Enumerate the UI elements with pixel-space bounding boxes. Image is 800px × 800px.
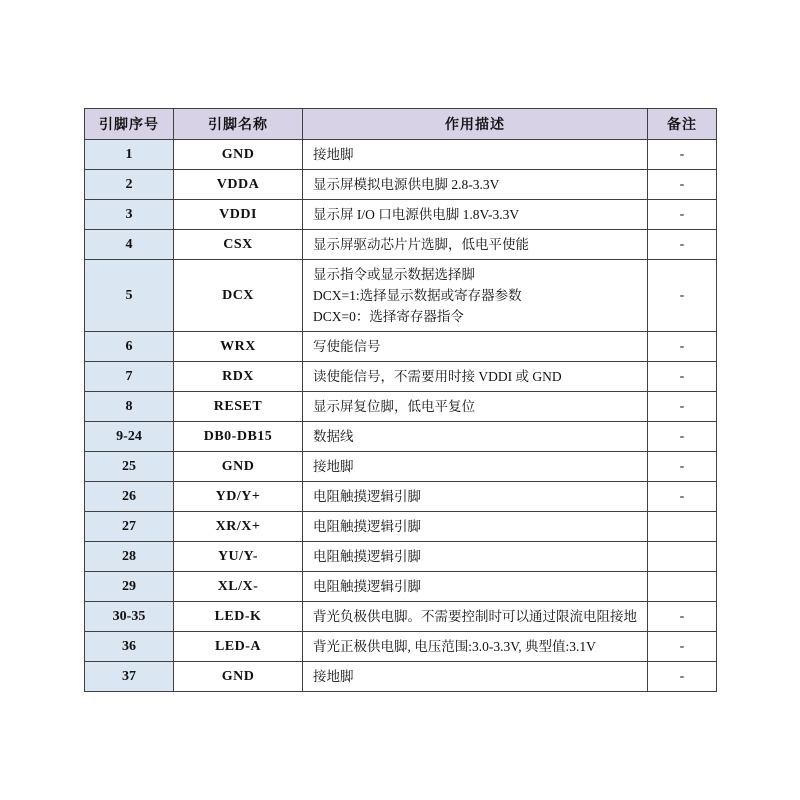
description-line: 接地脚	[313, 669, 354, 684]
pin-name-cell: YD/Y+	[174, 482, 303, 512]
datasheet-page	[84, 108, 717, 692]
description-line: 电阻触摸逻辑引脚	[313, 579, 421, 594]
table-row	[85, 422, 717, 452]
pin-name-cell: WRX	[174, 332, 303, 362]
remark-cell: -	[648, 662, 717, 692]
description-line: 显示屏驱动芯片片选脚，低电平使能	[313, 237, 529, 252]
pin-number-cell: 9-24	[85, 422, 174, 452]
pin-description-cell	[303, 362, 648, 392]
pin-number-cell: 28	[85, 542, 174, 572]
remark-cell	[648, 512, 717, 542]
pin-number-cell: 3	[85, 200, 174, 230]
pin-description-cell	[303, 602, 648, 632]
pin-name-cell: DB0-DB15	[174, 422, 303, 452]
pin-description-cell	[303, 200, 648, 230]
table-row	[85, 332, 717, 362]
pin-number-cell: 6	[85, 332, 174, 362]
description-line: 显示屏 I/O 口电源供电脚 1.8V-3.3V	[313, 207, 520, 222]
remark-cell: -	[648, 230, 717, 260]
pin-name-cell: VDDI	[174, 200, 303, 230]
pin-number-cell: 5	[85, 260, 174, 332]
description-line: 电阻触摸逻辑引脚	[313, 519, 421, 534]
pin-description-cell	[303, 452, 648, 482]
pin-number-cell: 1	[85, 140, 174, 170]
pin-number-cell: 7	[85, 362, 174, 392]
table-row	[85, 230, 717, 260]
table-row	[85, 602, 717, 632]
description-line: 接地脚	[313, 147, 354, 162]
pin-name-cell: GND	[174, 452, 303, 482]
pin-description-cell	[303, 572, 648, 602]
pin-number-cell: 27	[85, 512, 174, 542]
pin-description-cell	[303, 512, 648, 542]
col-header-pin-name: 引脚名称	[174, 109, 303, 140]
pin-description-cell	[303, 332, 648, 362]
pin-name-cell: VDDA	[174, 170, 303, 200]
pin-name-cell: GND	[174, 662, 303, 692]
table-row	[85, 482, 717, 512]
pin-name-cell: RDX	[174, 362, 303, 392]
pin-number-cell: 26	[85, 482, 174, 512]
pin-description-cell	[303, 482, 648, 512]
pin-number-cell: 30-35	[85, 602, 174, 632]
pin-number-cell: 37	[85, 662, 174, 692]
pin-number-cell: 36	[85, 632, 174, 662]
description-line: 显示指令或显示数据选择脚	[313, 267, 475, 282]
pin-name-cell: CSX	[174, 230, 303, 260]
remark-cell: -	[648, 260, 717, 332]
pin-number-cell: 8	[85, 392, 174, 422]
pin-name-cell: LED-A	[174, 632, 303, 662]
description-line: DCX=0：选择寄存器指令	[313, 309, 464, 324]
pin-description-cell	[303, 422, 648, 452]
description-line: 读使能信号，不需要用时接 VDDI 或 GND	[313, 369, 562, 384]
pin-name-cell: XR/X+	[174, 512, 303, 542]
pin-name-cell: XL/X-	[174, 572, 303, 602]
remark-cell	[648, 542, 717, 572]
pin-name-cell: GND	[174, 140, 303, 170]
pin-name-cell: RESET	[174, 392, 303, 422]
table-row	[85, 392, 717, 422]
table-row	[85, 170, 717, 200]
description-line: DCX=1:选择显示数据或寄存器参数	[313, 288, 522, 303]
remark-cell: -	[648, 482, 717, 512]
table-header-row	[85, 109, 717, 140]
table-row	[85, 362, 717, 392]
table-row	[85, 572, 717, 602]
pin-description-cell	[303, 392, 648, 422]
col-header-description: 作用描述	[303, 109, 648, 140]
remark-cell: -	[648, 452, 717, 482]
table-row	[85, 452, 717, 482]
remark-cell: -	[648, 332, 717, 362]
pin-number-cell: 4	[85, 230, 174, 260]
table-row	[85, 512, 717, 542]
remark-cell: -	[648, 632, 717, 662]
table-row	[85, 200, 717, 230]
pin-name-cell: DCX	[174, 260, 303, 332]
remark-cell: -	[648, 362, 717, 392]
remark-cell: -	[648, 140, 717, 170]
pin-description-cell	[303, 230, 648, 260]
pin-number-cell: 2	[85, 170, 174, 200]
description-line: 电阻触摸逻辑引脚	[313, 489, 421, 504]
table-row	[85, 140, 717, 170]
description-line: 显示屏模拟电源供电脚 2.8-3.3V	[313, 177, 500, 192]
pin-number-cell: 29	[85, 572, 174, 602]
remark-cell: -	[648, 170, 717, 200]
remark-cell: -	[648, 422, 717, 452]
pin-description-cell	[303, 662, 648, 692]
description-line: 接地脚	[313, 459, 354, 474]
remark-cell: -	[648, 200, 717, 230]
pin-name-cell: YU/Y-	[174, 542, 303, 572]
col-header-pin-number: 引脚序号	[85, 109, 174, 140]
table-row	[85, 632, 717, 662]
table-row	[85, 260, 717, 332]
pin-description-cell	[303, 632, 648, 662]
pin-description-cell	[303, 170, 648, 200]
description-line: 背光负极供电脚。不需要控制时可以通过限流电阻接地	[313, 609, 637, 624]
description-line: 显示屏复位脚，低电平复位	[313, 399, 475, 414]
description-line: 背光正极供电脚, 电压范围:3.0-3.3V, 典型值:3.1V	[313, 639, 596, 654]
pin-description-cell	[303, 140, 648, 170]
description-line: 数据线	[313, 429, 354, 444]
remark-cell: -	[648, 392, 717, 422]
pin-description-cell	[303, 260, 648, 332]
pin-table-body	[85, 140, 717, 692]
description-line: 电阻触摸逻辑引脚	[313, 549, 421, 564]
remark-cell	[648, 572, 717, 602]
pin-description-cell	[303, 542, 648, 572]
pin-description-table	[84, 108, 717, 692]
remark-cell: -	[648, 602, 717, 632]
table-row	[85, 542, 717, 572]
description-line: 写使能信号	[313, 339, 381, 354]
pin-number-cell: 25	[85, 452, 174, 482]
table-row	[85, 662, 717, 692]
col-header-remark: 备注	[648, 109, 717, 140]
pin-name-cell: LED-K	[174, 602, 303, 632]
